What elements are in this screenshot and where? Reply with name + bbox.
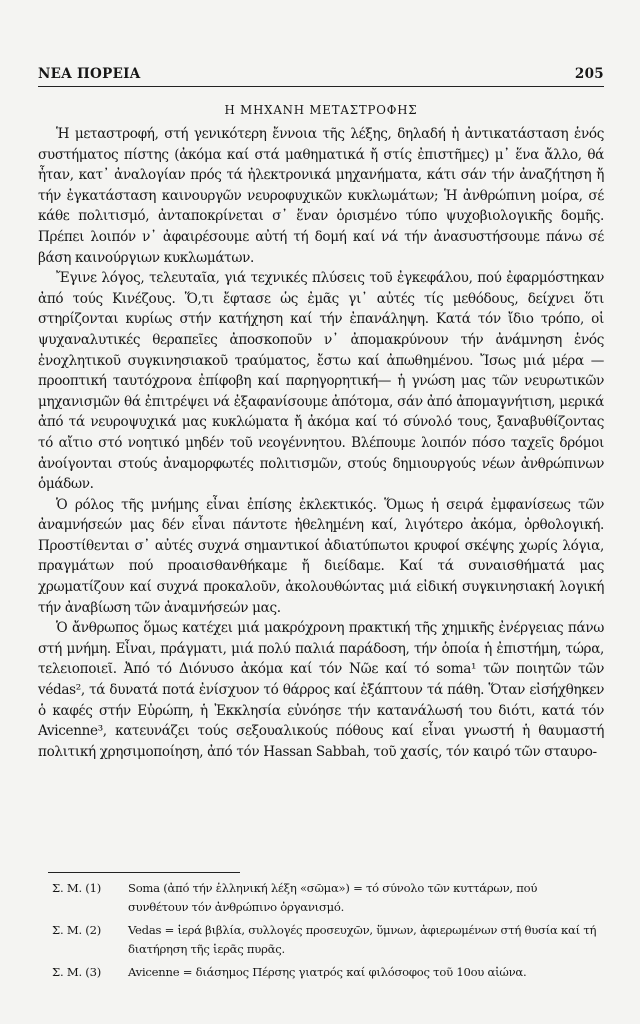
footnote <box>52 963 600 982</box>
paragraph: Ὁ ρόλος τῆς μνήμης εἶναι ἐπίσης ἐκλεκτικός. Ὅμως ἡ σειρά ἐμφανίσεως τῶν ἀναμνήσεών μας δέν εἶναι πάντοτε ἠθεληµένη καί, λιγότερο ἀκόμα, ὀρθολογική. Προστίθενται σ᾿ αὐτές συχνά σημαντικοί ἀδιατύπωτοι κρυφοί σκέψης χωρίς λόγια, πραγμάτων πού προαισθανθήκαμε ἤ διείδαμε. Καί τά συναισθήματά μας χρωματίζουν καί συχνά προκαλοῦν, ἀκολουθώντας μιά εἰδική συγκινησιακή λογική τήν ἀναβίωση τῶν ἀναμνήσεών μας. <box>38 496 604 616</box>
footnote-label: Σ. Μ. (3) <box>52 965 101 979</box>
footnote-text: Vedas = ἱερά βιβλία, συλλογές προσευχῶν, ὕμνων, ἀφιερωμένων στή θυσία καί τή διατήρηση τῆς ἱερᾶς πυρᾶς. <box>128 923 597 956</box>
footnote-rule <box>48 872 240 873</box>
footnote-label: Σ. Μ. (2) <box>52 923 101 937</box>
footnote-text: Avicenne = διάσημος Πέρσης γιατρός καί φιλόσοφος τοῦ 10ου αἰώνα. <box>128 965 527 979</box>
running-header <box>38 66 604 82</box>
header-rule <box>38 86 604 87</box>
paragraph: Ὁ ἄνθρωπος ὅμως κατέχει μιά μακρόχρονη πρακτική τῆς χημικῆς ἐνέργειας πάνω στή μνήμη. Εἶναι, πράγματι, μιά πολύ παλιά παράδοση, τήν ὁποία ἡ ἐπιστήμη, τώρα, τελειοποιεῖ. Ἀπό τό Διόνυσο ἀκόμα καί τόν Νῶε καί τό soma¹ τῶν ποιητῶν τῶν védas², τά δυνατά ποτά ἐνίσχυον τό θάρρος καί ἐξάπτουν τά πάθη. Ὅταν εἰσήχθηκεν ὁ καφές στήν Εὐρώπη, ἡ Ἐκκλησία εὐνόησε τήν κατανάλωσή του διότι, κατά τόν Avicenne³, κατευνάζει τούς σεξουαλικούς πόθους καί εἶναι γνωστή ἡ θαυμαστή πολιτική χρησιμοποίηση, ἀπό τόν Hassan Sabbah, τοῦ χασίς, τόν καιρό τῶν σταυρο- <box>38 620 604 760</box>
footnote <box>52 879 600 916</box>
paragraph: Ἡ μεταστροφή, στή γενικότερη ἔννοια τῆς λέξης, δηλαδή ἡ ἀντικατάσταση ἑνός συστήματος πίστης (ἀκόμα καί στά μαθηματικά ἤ στίς ἐπιστῆμες) μ᾿ ἕνα ἄλλο, θά ἦταν, κατ᾿ ἀναλογίαν πρός τά ἠλεκτρονικά μηχανήματα, κάτι σάν τήν ἀναζήτηση ἤ τήν ἐγκατάσταση καινουργῶν νευροφυχικῶν κυκλωμάτων; Ἡ ἀνθρώπινη μοίρα, σέ κάθε πολιτισμό, ἀνταποκρίνεται σ᾿ ἕναν ὁρισμένο τύπο ψυχοβιολογικῆς δομῆς. Πρέπει λοιπόν ν᾿ ἀφαιρέσουμε αὐτή τή δομή καί νά τήν ἀνασυστήσουμε πάνω σέ βάση καινούργιων κυκλωμάτων. <box>38 126 604 266</box>
footnote-label: Σ. Μ. (1) <box>52 881 101 895</box>
paragraph: Ἔγινε λόγος, τελευταῖα, γιά τεχνικές πλύσεις τοῦ ἐγκεφάλου, πού ἐφαρμόστηκαν ἀπό τούς Κινέζους. Ὅ,τι ἔφτασε ὡς ἐμᾶς γι᾿ αὐτές τίς μεθόδους, δείχνει ὅτι στηρίζονται κυρίως στήν κατήχηση καί τήν ἐπανάληψη. Κατά τόν ἴδιο τρόπο, οἱ ψυχαναλυτικές θεραπεῖες ἀποσκοποῦν ν᾿ ἀπομακρύνουν τήν ἀνάμνηση ἑνός ἐνοχλητικοῦ συγκινησιακοῦ τραύματος, ἔστω καί ἀπωθημένου. Ἴσως μιά μέρα —προοπτική ταυτόχρονα ἐπίφοβη καί παρηγορητική— ἡ γνώση μας τῶν νευρωτικῶν μηχανισμῶν θά ἐπιτρέψει νά ἐξαφανίσουμε ἀπότομα, σάν ἀπό ἀπομαγνήτιση, μερικά ἀπό τά νευροψυχικά μας κυκλώματα ἤ ἀκόμα καί τό σύνολό τους, ξαναβυθίζοντας τό αἴτιο στό νοητικό μηδέν τοῦ νεογέννητου. Βλέπουμε λοιπόν πόσο ταχεῖς δρόμοι ἀνοίγονται στούς ἀναμορφωτές πολιτισμῶν, στούς δημιουργούς νέων ἀνθρώπινων ὁμάδων. <box>38 270 604 493</box>
article-title: Η ΜΗΧΑΝΗ ΜΕΤΑΣΤΡΟΦΗΣ <box>224 103 418 117</box>
footnotes <box>52 879 600 987</box>
journal-title: ΝΕΑ ΠΟΡΕΙΑ <box>38 66 141 82</box>
page-number: 205 <box>574 66 604 82</box>
article-body <box>38 124 604 762</box>
footnote <box>52 921 600 958</box>
footnote-text: Soma (ἀπό τήν ἑλληνική λέξη «σῶμα») = τό σύνολο τῶν κυττάρων, πού συνθέτουν τόν ἀνθρώπινο ὀργανισμό. <box>128 881 538 914</box>
